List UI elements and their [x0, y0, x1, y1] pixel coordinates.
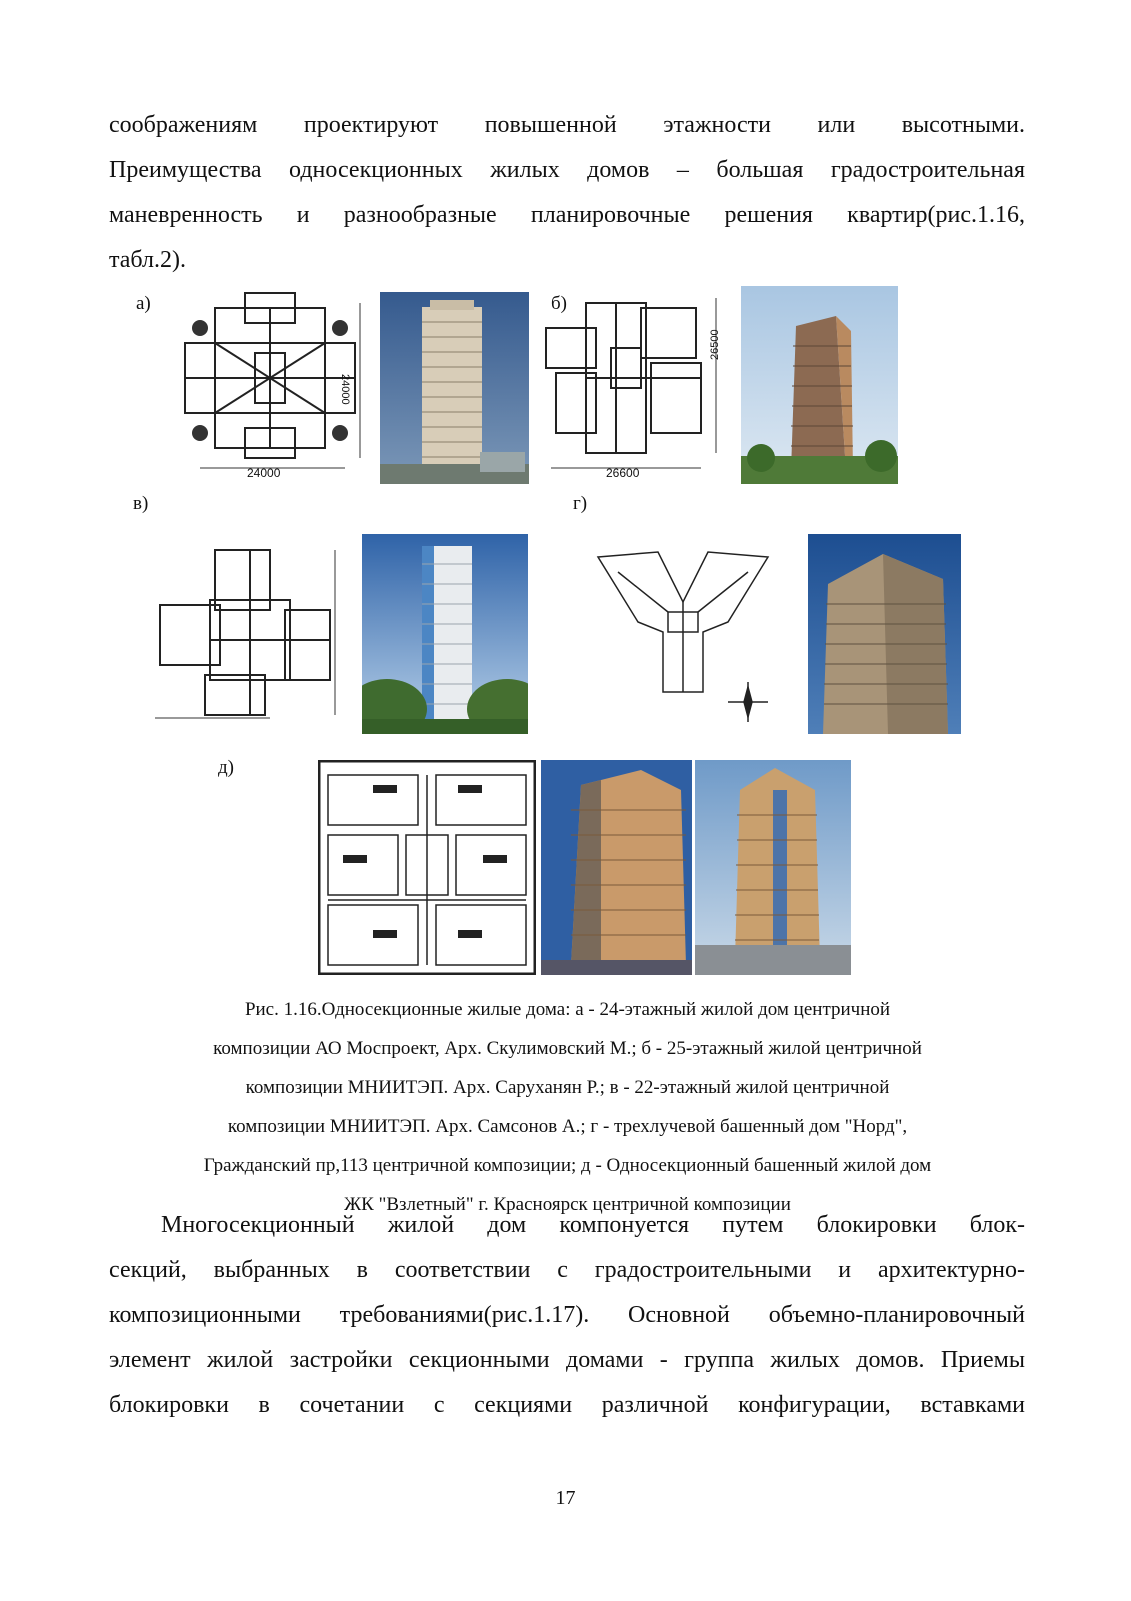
floor-plan-v	[150, 540, 345, 728]
text-line: блокировки в сочетании с секциями различной конфигурации, вставками	[109, 1392, 1025, 1418]
floor-plan-g	[588, 542, 778, 732]
text-line: соображениям проектируют повышенной этажности или высотными.	[109, 112, 1025, 138]
text-line: элемент жилой застройки секционными домами - группа жилых домов. Приемы	[109, 1347, 1025, 1373]
caption-line: Гражданский пр,113 центричной композиции; д - Односекционный башенный жилой дом	[203, 1155, 932, 1176]
paragraph-bottom	[109, 1203, 1025, 1428]
floor-plan-a	[175, 288, 370, 486]
page-number: 17	[555, 1487, 576, 1509]
text-line: Преимущества односекционных жилых домов – большая градостроительная	[109, 157, 1025, 183]
text-line: табл.2).	[109, 247, 187, 273]
text-line: Многосекционный жилой дом компонуется путем блокировки блок-	[161, 1212, 1025, 1238]
dimension-height-a: 24000	[339, 374, 351, 405]
dimension-height-b: 26500	[709, 329, 721, 360]
paragraph-top	[109, 103, 1025, 283]
text-line: секций, выбранных в соответствии с градостроительными и архитектурно-	[109, 1257, 1025, 1283]
building-photo-d2	[695, 760, 851, 975]
caption-line: композиции МНИИТЭП. Арх. Самсонов А.; г - трехлучевой башенный дом "Норд",	[227, 1116, 908, 1137]
floor-plan-d	[318, 760, 536, 975]
figure-caption	[100, 990, 1035, 1224]
building-photo-d1	[541, 760, 692, 975]
figure-label-v: в)	[133, 493, 149, 514]
dimension-width-b: 26600	[606, 466, 640, 480]
building-photo-a	[380, 292, 529, 484]
text-line: маневренность и разнообразные планировочные решения квартир(рис.1.16,	[109, 202, 1025, 228]
building-photo-b	[741, 286, 898, 484]
figure-label-g: г)	[573, 493, 588, 514]
figure-label-a: а)	[136, 293, 151, 314]
building-photo-v	[362, 534, 528, 734]
text-line: композиционными требованиями(рис.1.17). Основной объемно-планировочный	[109, 1302, 1025, 1328]
caption-line: ЖК "Взлетный" г. Красноярск центричной композиции	[344, 1194, 791, 1215]
caption-line: Рис. 1.16.Односекционные жилые дома: а - 24-этажный жилой дом центричной	[244, 999, 891, 1020]
caption-line: композиции АО Моспроект, Арх. Скулимовский М.; б - 25-этажный жилой центричной	[213, 1038, 922, 1059]
figure-label-b: б)	[551, 293, 567, 314]
building-photo-g	[808, 534, 961, 734]
dimension-width-a: 24000	[247, 466, 281, 480]
figure-label-d: д)	[218, 757, 234, 778]
caption-line: композиции МНИИТЭП. Арх. Саруханян Р.; в - 22-этажный жилой центричной	[245, 1077, 890, 1098]
floor-plan-b	[541, 288, 731, 486]
